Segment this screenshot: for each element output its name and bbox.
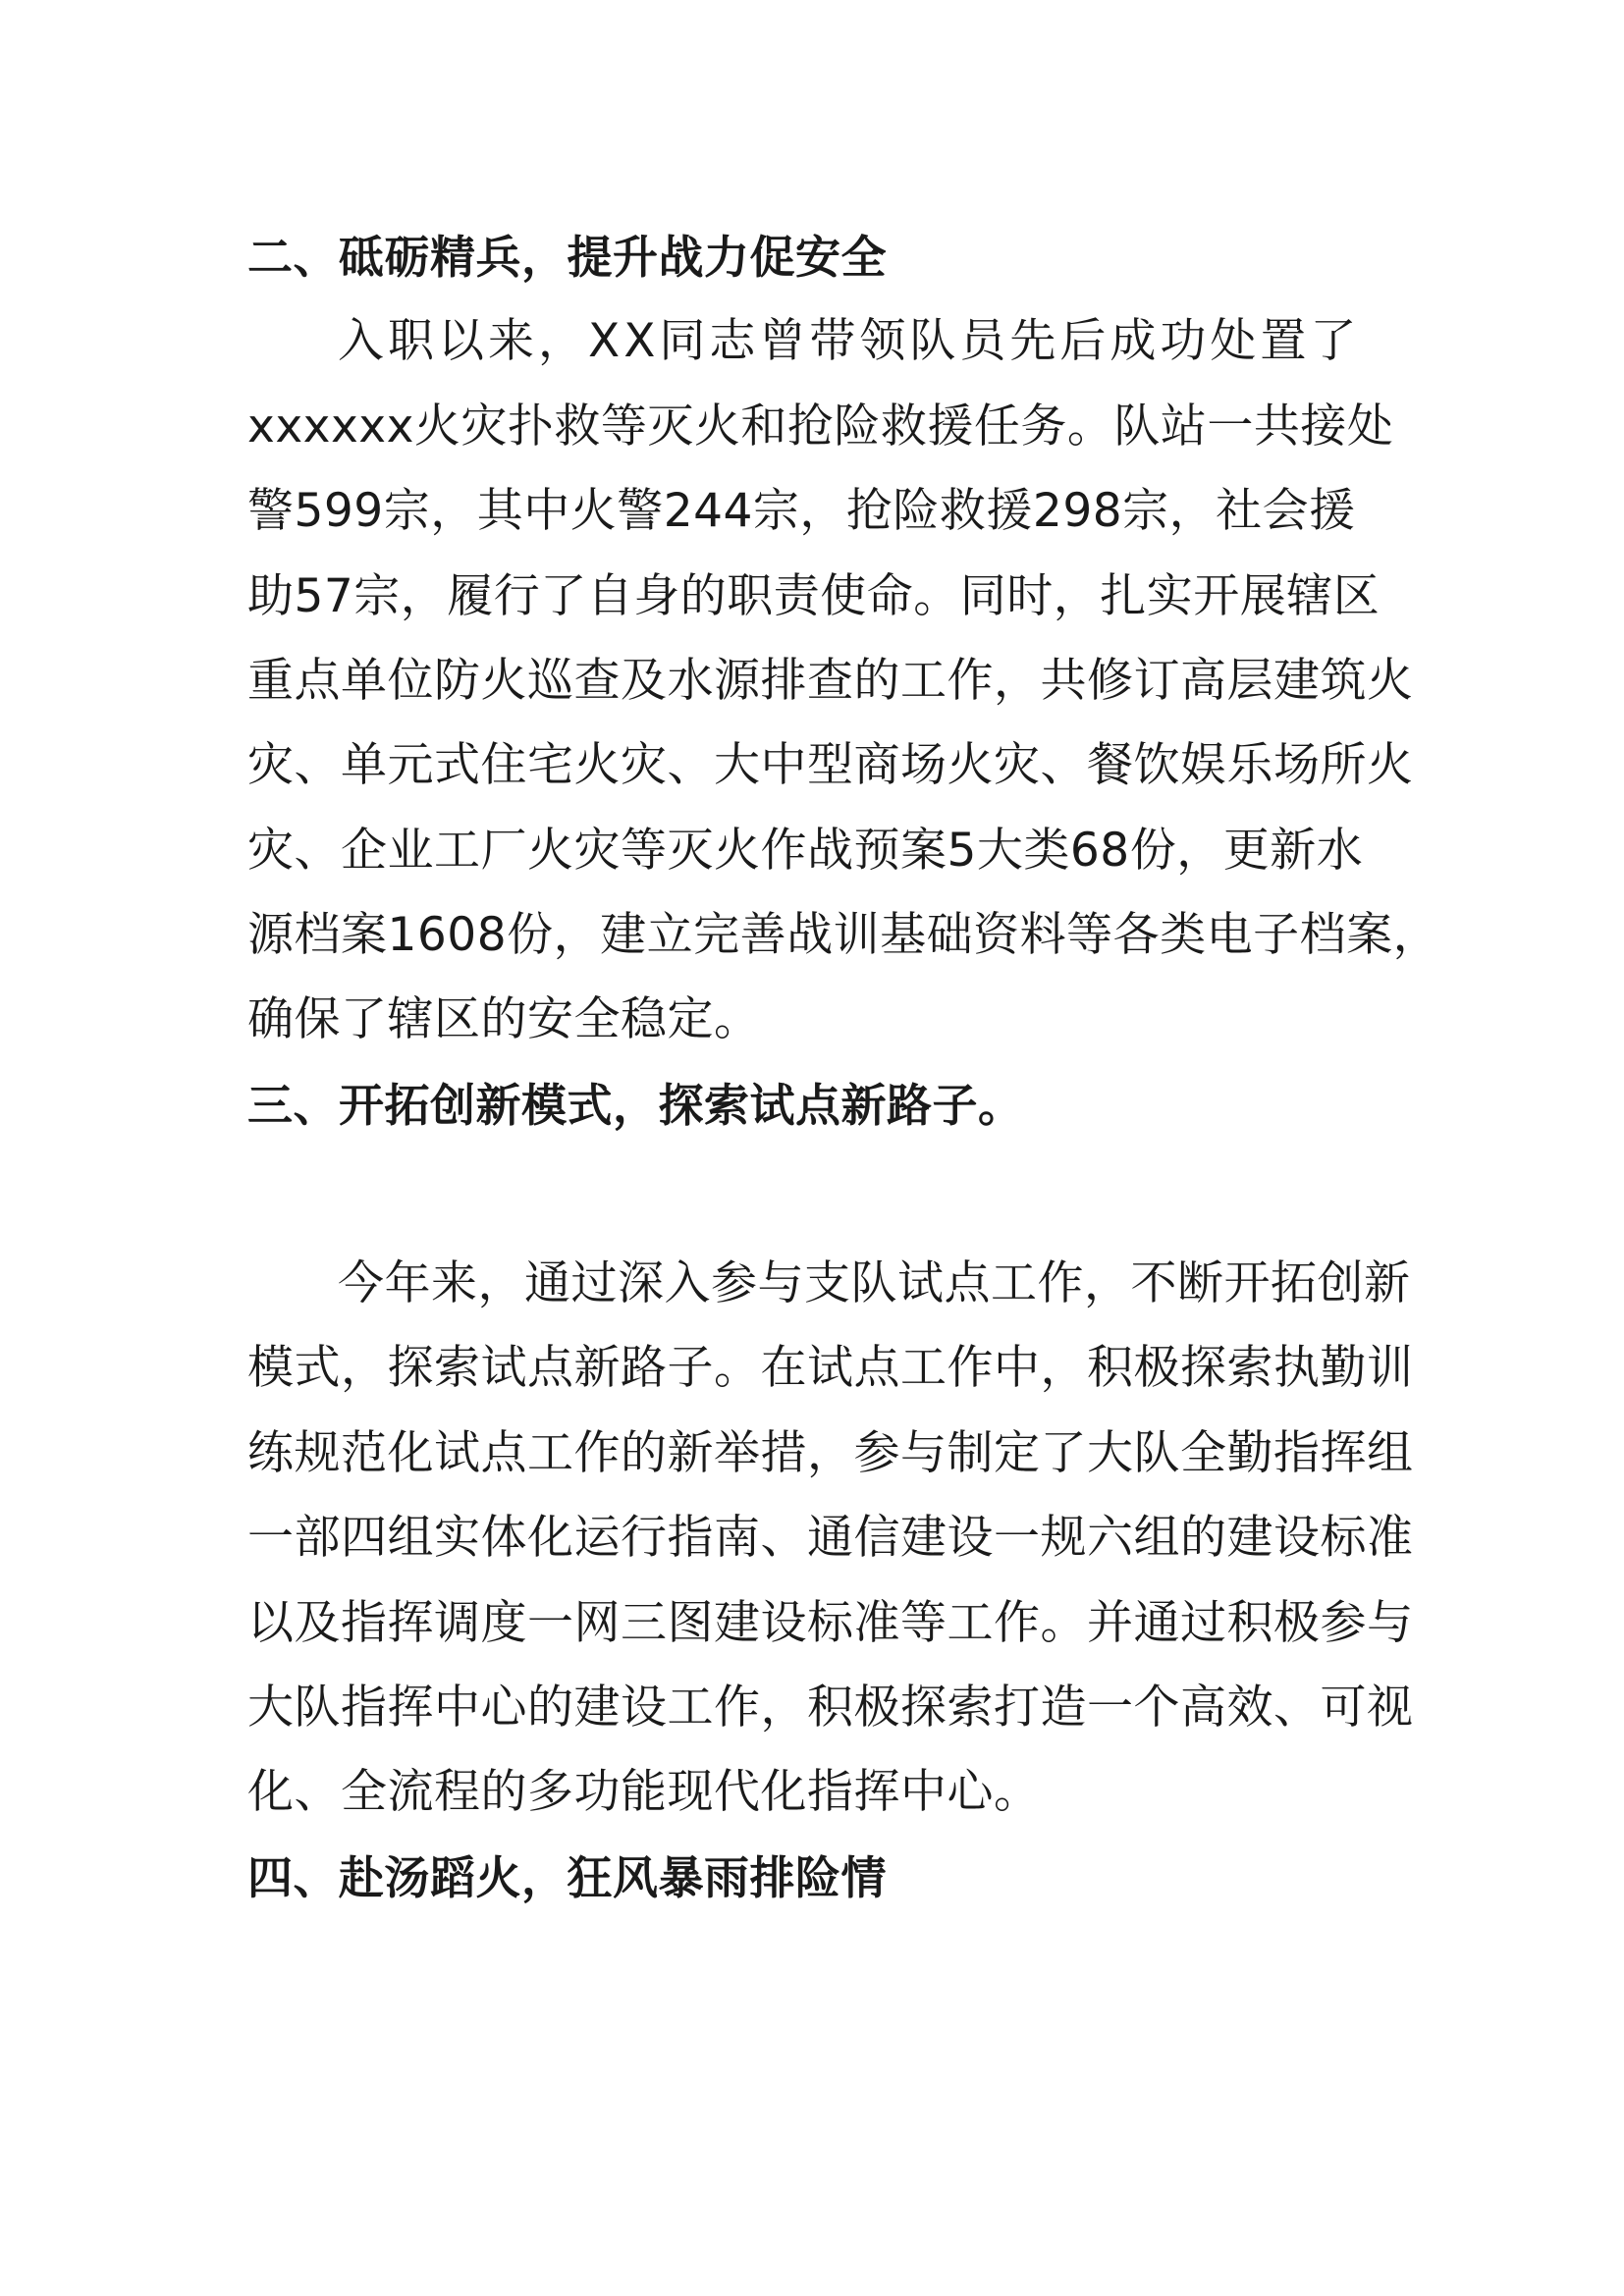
section-2-line-6: 灾、单元式住宅火灾、大中型商场火灾、餐饮娱乐场所火 xyxy=(247,738,1414,792)
section-3-line-4: 一部四组实体化运行指南、通信建设一规六组的建设标准 xyxy=(247,1511,1414,1565)
section-3-line-6: 大队指挥中心的建设工作，积极探索打造一个高效、可视 xyxy=(247,1681,1414,1735)
section-3-line-7: 化、全流程的多功能现代化指挥中心。 xyxy=(247,1765,1041,1819)
section-2-line-7: 灾、企业工厂火灾等灭火作战预案5大类68份，更新水 xyxy=(247,824,1364,878)
section-3-heading: 三、开拓创新模式，探索试点新路子。 xyxy=(247,1079,1024,1132)
section-2-line-2: xxxxxx火灾扑救等灭火和抢险救援任务。队站一共接处 xyxy=(247,400,1394,454)
section-4-heading: 四、赴汤蹈火，狂风暴雨排险情 xyxy=(247,1851,887,1904)
section-3-line-3: 练规范化试点工作的新举措，参与制定了大队全勤指挥组 xyxy=(247,1426,1414,1480)
section-3-line-1: 今年来，通过深入参与支队试点工作，不断开拓创新 xyxy=(338,1256,1411,1310)
section-2-line-8: 源档案1608份，建立完善战训基础资料等各类电子档案， xyxy=(247,908,1440,962)
section-2-line-4: 助57宗，履行了自身的职责使命。同时，扎实开展辖区 xyxy=(247,569,1380,623)
section-2-line-1: 入职以来，XX同志曾带领队员先后成功处置了 xyxy=(338,314,1361,368)
section-2-heading: 二、砥砺精兵，提升战力促安全 xyxy=(247,231,887,284)
section-2-line-5: 重点单位防火巡查及水源排查的工作，共修订高层建筑火 xyxy=(247,654,1414,708)
section-2-line-9: 确保了辖区的安全稳定。 xyxy=(247,992,761,1046)
section-3-line-5: 以及指挥调度一网三图建设标准等工作。并通过积极参与 xyxy=(247,1596,1414,1650)
section-2-line-3: 警599宗，其中火警244宗，抢险救援298宗，社会援 xyxy=(247,484,1356,538)
section-3-line-2: 模式，探索试点新路子。在试点工作中，积极探索执勤训 xyxy=(247,1341,1414,1395)
